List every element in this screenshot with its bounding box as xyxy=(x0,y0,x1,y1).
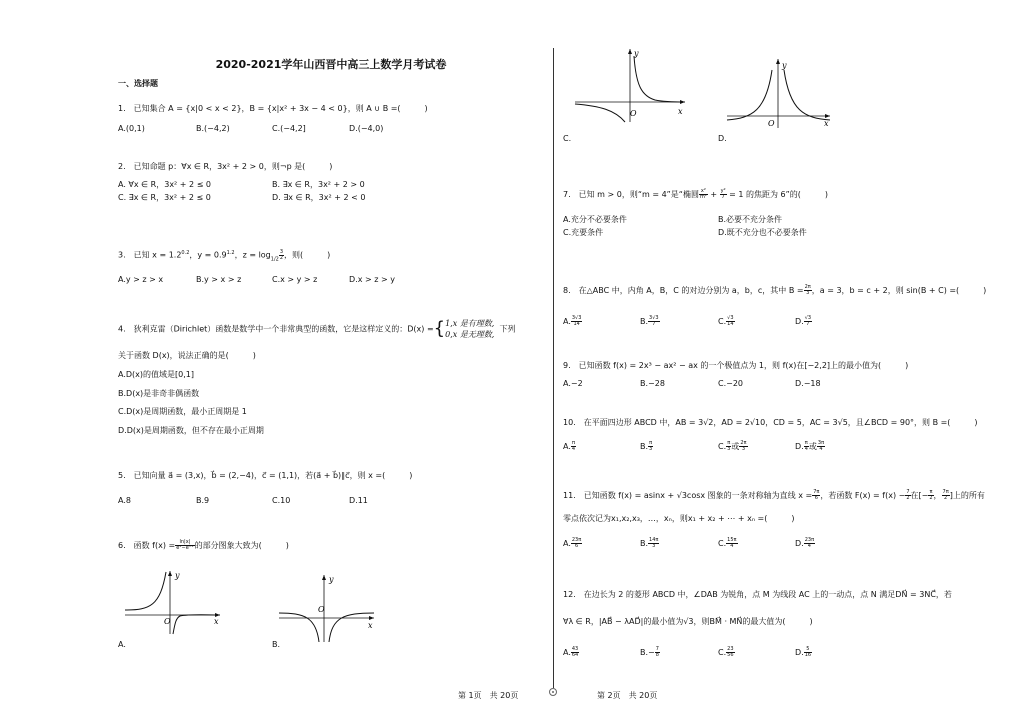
question-11-stem: 11. 已知函数 f(x) = asinx + √3cosx 图象的一条对称轴为直线 x = $\frac{7\pi}{6}$ ，若函数 F(x) = f(x) − $\frac{7}{2}$ 在[− $\frac{\pi}{2}$ ， $\frac{7\pi}{2}$ ]上的所有 xyxy=(563,489,985,501)
q3-option-d: D.x > z > y xyxy=(349,275,395,284)
footer-page-left: 第 1页 共 20页 xyxy=(458,691,519,700)
q1-option-c: C.(−4,2] xyxy=(272,124,306,133)
graph-label-a: A. xyxy=(118,640,126,649)
q3-option-a: A.y > z > x xyxy=(118,275,164,284)
q3-option-b: B.y > x > z xyxy=(196,275,242,284)
graph-option-c xyxy=(570,46,690,124)
graph-c-x-label: x xyxy=(678,107,683,116)
graph-d-origin: O xyxy=(768,119,775,128)
q10-option-c: C. $\frac{\pi}{3}$ 或 $\frac{2\pi}{3}$ xyxy=(718,440,747,452)
q4-option-d: D.D(x)是周期函数，但不存在最小正周期 xyxy=(118,426,264,435)
question-2-stem: 2. 已知命题 p：∀x ∈ R，3x² + 2 > 0，则¬p 是( ) xyxy=(118,162,333,171)
question-5-stem: 5. 已知向量 a⃗ = (3,x)，b⃗ = (2,−4)，c⃗ = (1,1)，若(a⃗ + b⃗)∥c⃗，则 x =( ) xyxy=(118,471,413,480)
question-8-stem: 8. 在△ABC 中，内角 A，B，C 的对边分别为 a，b，c，其中 B = $\frac{2\pi}{3}$ ，a = 3，b = c + 2，则 sin(B + C) =( ) xyxy=(563,284,987,296)
q5-option-b: B.9 xyxy=(196,496,210,505)
question-4-stem: 4. 狄利克雷（Dirichlet）函数是数学中一个非常典型的函数，它是这样定义的：D(x) ={1,x 是有理数, 0,x 是无理数, 下列 xyxy=(118,318,516,339)
graph-option-a xyxy=(120,568,230,638)
q9-option-a: A.−2 xyxy=(563,379,583,388)
q2-option-b: B. ∃x ∈ R，3x² + 2 > 0 xyxy=(272,180,365,189)
graph-b-origin: O xyxy=(318,605,325,614)
q11-option-d: D. $\frac{23\pi}{4}$ xyxy=(795,537,815,549)
graph-a-x-label: x xyxy=(214,617,219,626)
question-7-stem: 7. 已知 m > 0，则“m = 4”是“椭圆 $\frac{\text{x²}}{\text{m²}}$ + $\frac{\text{y²}}{7}$ = 1 的焦距为 6”的( ) xyxy=(563,188,829,200)
q1-option-a: A.(0,1) xyxy=(118,124,145,133)
question-12-stem: 12. 在边长为 2 的菱形 ABCD 中，∠DAB 为锐角，点 M 为线段 AC 上的一动点，点 N 满足DN⃗ = 3NC⃗，若 xyxy=(563,590,952,599)
q12-option-a: A. $\frac{43}{64}$ xyxy=(563,646,579,658)
q4-option-a: A.D(x)的值域是[0,1] xyxy=(118,370,194,379)
q2-option-a: A. ∀x ∈ R，3x² + 2 ≤ 0 xyxy=(118,180,212,189)
q9-option-c: C.−20 xyxy=(718,379,744,388)
q5-option-d: D.11 xyxy=(349,496,368,505)
question-9-stem: 9. 已知函数 f(x) = 2x³ − ax² − ax 的一个极值点为 1，则 f(x)在[−2,2]上的最小值为( ) xyxy=(563,361,909,370)
q7-option-d: D.既不充分也不必要条件 xyxy=(718,228,807,237)
graph-label-d: D. xyxy=(718,134,727,143)
graph-option-b xyxy=(274,572,384,644)
column-divider xyxy=(553,48,554,688)
q9-option-d: D.−18 xyxy=(795,379,821,388)
q3-option-c: C.x > y > z xyxy=(272,275,318,284)
question-10-stem: 10. 在平面四边形 ABCD 中，AB = 3√2，AD = 2√10，CD = 5，AC = 3√5，且∠BCD = 90°，则 B =( ) xyxy=(563,418,978,427)
graph-b-x-label: x xyxy=(368,621,373,630)
q4-option-c: C.D(x)是周期函数，最小正周期是 1 xyxy=(118,407,247,416)
q1-option-b: B.(−4,2) xyxy=(196,124,230,133)
page-center-mark-icon xyxy=(549,688,557,696)
graph-option-d xyxy=(722,56,834,130)
q11-option-b: B. $\frac{14\pi}{3}$ xyxy=(640,537,659,549)
graph-d-x-label: x xyxy=(824,119,829,128)
q8-option-d: D. $\frac{√3}{7}$ xyxy=(795,315,812,327)
q12-option-d: D. $\frac{5}{16}$ xyxy=(795,646,812,658)
q8-option-c: C. $\frac{√3}{14}$ xyxy=(718,315,734,327)
q10-option-d: D. $\frac{\pi}{4}$ 或 $\frac{3\pi}{4}$ xyxy=(795,440,825,452)
graph-d-y-label: y xyxy=(782,61,787,70)
q12-option-b: B.− $\frac{7}{8}$ xyxy=(640,646,659,658)
graph-c-origin: O xyxy=(630,109,637,118)
q2-option-c: C. ∃x ∈ R，3x² + 2 ≤ 0 xyxy=(118,193,211,202)
q5-option-a: A.8 xyxy=(118,496,131,505)
graph-b-y-label: y xyxy=(329,575,334,584)
question-6-stem: 6. 函数 f(x) = $\frac{\ln|x|}{\text{eˣ−e⁻ˣ}}$ 的部分图象大致为( ) xyxy=(118,539,289,551)
question-3-stem: 3. 已知 $x = 1.2^{0.2}$，$y = 0.9^{1.2}$，$z = \log_{1/2}$ $\frac{3}{2}$ ，则( ) xyxy=(118,248,331,263)
q7-option-a: A.充分不必要条件 xyxy=(563,215,627,224)
q10-option-b: B. $\frac{\pi}{3}$ xyxy=(640,440,653,452)
q7-option-b: B.必要不充分条件 xyxy=(718,215,783,224)
q11-option-c: C. $\frac{15\pi}{4}$ xyxy=(718,537,737,549)
graph-c-y-label: y xyxy=(634,49,639,58)
q5-option-c: C.10 xyxy=(272,496,291,505)
section-heading: 一、选择题 xyxy=(118,79,158,88)
graph-a-origin: O xyxy=(164,617,171,626)
q9-option-b: B.−28 xyxy=(640,379,665,388)
q4-option-b: B.D(x)是非奇非偶函数 xyxy=(118,389,200,398)
question-11-stem-line2: 零点依次记为x₁,x₂,x₃，…，xₙ，则x₁ + x₂ + ⋯ + xₙ =( ) xyxy=(563,514,795,523)
page-title: 2020-2021学年山西晋中高三上数学月考试卷 xyxy=(215,58,447,71)
graph-label-c: C. xyxy=(563,134,572,143)
q7-option-c: C.充要条件 xyxy=(563,228,604,237)
q11-option-a: A. $\frac{23\pi}{6}$ xyxy=(563,537,582,549)
footer-page-right: 第 2页 共 20页 xyxy=(597,691,658,700)
q1-option-d: D.(−4,0) xyxy=(349,124,384,133)
question-12-stem-line2: ∀λ ∈ R，|AB⃗ − λAD⃗|的最小值为√3，则BM⃗ · MN⃗的最大值为( ) xyxy=(563,617,813,626)
q12-option-c: C. $\frac{23}{56}$ xyxy=(718,646,734,658)
graph-label-b: B. xyxy=(272,640,281,649)
q8-option-a: A. $\frac{3√3}{14}$ xyxy=(563,315,582,327)
question-1-stem: 1. 已知集合 A = {x|0 < x < 2}，B = {x|x² + 3x − 4 < 0}，则 A ∪ B =( ) xyxy=(118,104,428,113)
q8-option-b: B. $\frac{3√3}{7}$ xyxy=(640,315,659,327)
question-4-stem-line2: 关于函数 D(x)，说法正确的是( ) xyxy=(118,351,256,360)
graph-a-y-label: y xyxy=(175,571,180,580)
q10-option-a: A. $\frac{\pi}{4}$ xyxy=(563,440,576,452)
q2-option-d: D. ∃x ∈ R，3x² + 2 < 0 xyxy=(272,193,366,202)
